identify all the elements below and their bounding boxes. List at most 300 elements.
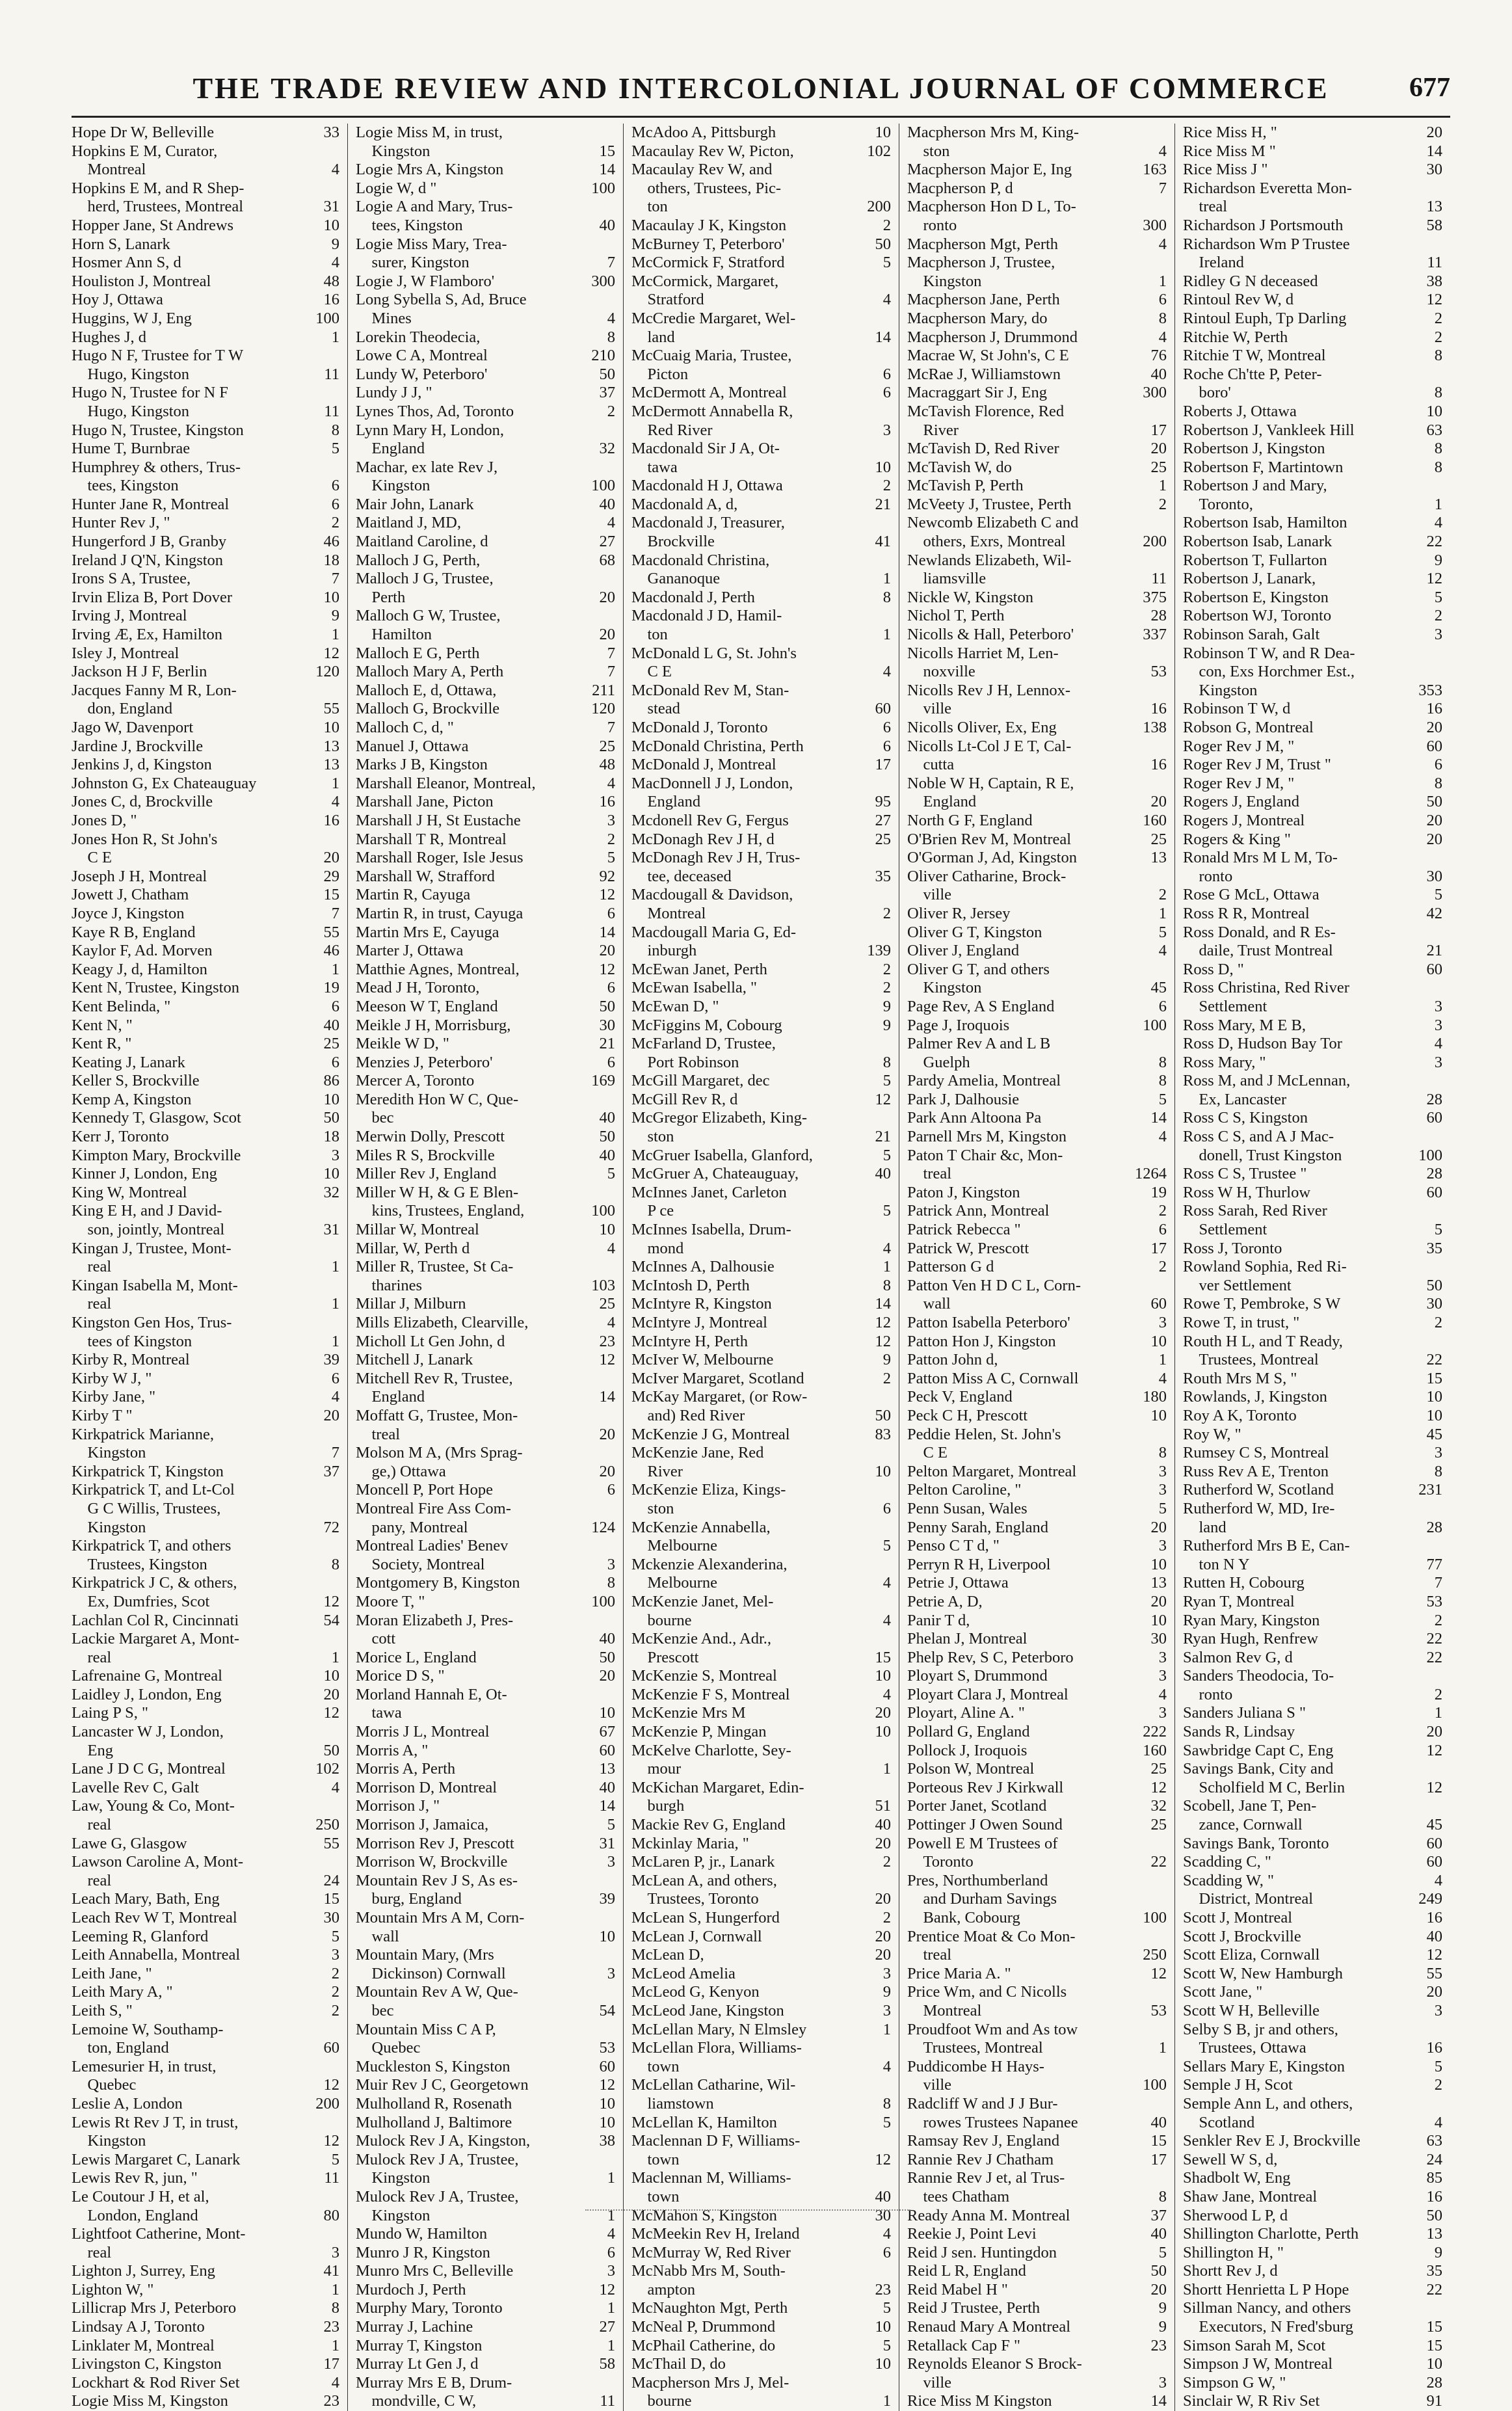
list-item [1183,886,1442,905]
holder-name: Mines [356,309,412,327]
list-item [356,2151,615,2170]
list-item [907,1779,1167,1798]
list-item [72,1760,339,1779]
holder-name: bec [356,1109,394,1127]
holder-name: Montreal Ladies' Benev [356,1537,509,1555]
share-amount: 3 [882,2001,891,2019]
holder-name: Kingston [356,2206,431,2224]
list-item [907,2337,1167,2356]
holder-name: Pollard G, England [907,1723,1030,1741]
list-item [356,1519,615,1538]
list-item [72,1946,339,1965]
share-amount: 1 [882,570,891,588]
share-amount: 22 [1426,1351,1442,1369]
list-item [631,700,891,719]
list-item [631,1444,891,1463]
list-item [907,2318,1167,2337]
share-amount: 11 [600,2392,615,2410]
share-amount: 2 [1158,1202,1167,1220]
list-item [72,1574,339,1593]
share-amount: 160 [1143,1741,1167,1759]
holder-name: Oliver Catharine, Brock- [907,867,1067,885]
share-amount: 1 [607,2299,615,2317]
list-item [1183,496,1442,514]
share-amount: 20 [875,1834,891,1852]
share-amount: 25 [599,737,615,755]
share-amount: 50 [1426,2206,1442,2224]
holder-name: McLellan Mary, N Elmsley [631,2020,807,2038]
share-amount: 10 [323,1090,339,1108]
list-item [907,1481,1167,1500]
list-item [631,1649,891,1668]
holder-name: Kingan Isabella M, Mont- [72,1276,238,1294]
holder-name: Macaulay J K, Kingston [631,216,787,234]
list-item [1183,1649,1442,1668]
list-item [72,775,339,793]
list-item [1183,1128,1442,1147]
list-item [907,1519,1167,1538]
list-item [1183,2132,1442,2151]
holder-name: Penny Sarah, England [907,1518,1049,1536]
holder-name: McGill Rev R, d [631,1090,738,1108]
list-item [1183,1983,1442,2002]
list-item [907,142,1167,161]
share-amount: 9 [1158,2299,1167,2317]
list-item [1183,1835,1442,1854]
list-item [356,533,615,552]
share-amount: 100 [1143,1909,1167,1926]
holder-name: mond [631,1239,684,1257]
holder-name: Mountain Miss C A P, [356,2020,496,2038]
share-amount: 20 [1426,830,1442,848]
share-amount: 3 [331,1946,339,1964]
holder-name: Montreal [631,904,706,922]
share-amount: 2 [1158,886,1167,904]
holder-name: Robertson J, Kingston [1183,440,1325,458]
list-item [356,626,615,645]
list-item [72,1872,339,1891]
list-item [72,1779,339,1798]
list-item [907,2132,1167,2151]
share-amount: 30 [1150,1630,1167,1648]
holder-name: McGruer Isabella, Glanford, [631,1146,813,1164]
share-amount: 210 [591,347,615,365]
share-amount: 21 [875,495,891,513]
holder-name: Murray T, Kingston [356,2336,483,2354]
share-amount: 20 [1426,1723,1442,1741]
list-item [907,924,1167,942]
list-item [72,1928,339,1947]
holder-name: McLellan K, Hamilton [631,2113,777,2131]
share-amount: 2 [1158,1258,1167,1276]
list-item [72,663,339,682]
holder-name: Kingston [356,2169,431,2187]
list-item [1183,180,1442,198]
holder-name: inburgh [631,942,697,960]
holder-name: G C Willis, Trustees, [72,1499,221,1517]
share-amount: 22 [1150,1853,1167,1871]
list-item [1183,235,1442,254]
share-amount: 60 [875,700,891,718]
holder-name: Retallack Cap F " [907,2336,1020,2354]
share-amount: 53 [599,2039,615,2057]
list-item [1183,459,1442,477]
list-item [907,1816,1167,1835]
list-item [631,1221,891,1240]
holder-name: Richardson Wm P Trustee [1183,235,1350,253]
list-item [631,180,891,198]
holder-name: McKenzie S, Montreal [631,1667,777,1685]
share-amount: 20 [875,1704,891,1722]
list-item [1183,1370,1442,1389]
holder-name: Phelan J, Montreal [907,1630,1028,1648]
list-item [72,1202,339,1221]
holder-name: McLeod Jane, Kingston [631,2001,784,2019]
share-amount: 4 [882,1611,891,1629]
list-item [72,1481,339,1500]
share-amount: 60 [599,1741,615,1759]
holder-name: Houliston J, Montreal [72,272,211,290]
list-item [72,2039,339,2058]
holder-name: wall [907,1295,951,1313]
list-item [1183,1500,1442,1519]
holder-name: Marshall W, Strafford [356,867,495,885]
holder-name: Kaylor F, Ad. Morven [72,942,213,960]
holder-name: Proudfoot Wm and As tow [907,2020,1078,2038]
share-amount: 10 [875,2355,891,2373]
list-item [356,589,615,607]
list-item [72,793,339,812]
list-item [631,1835,891,1854]
holder-name: Robertson J, Lanark, [1183,570,1316,588]
holder-name: McTavish D, Red River [907,440,1059,458]
holder-name: Munro J R, Kingston [356,2243,490,2261]
holder-name: Kingston [356,477,431,495]
list-item [72,1835,339,1854]
list-item [356,663,615,682]
holder-name: Pelton Caroline, " [907,1481,1022,1499]
share-amount: 6 [331,495,339,513]
list-item [356,142,615,161]
list-item [1183,998,1442,1017]
list-item [356,1091,615,1110]
share-amount: 4 [607,774,615,792]
holder-name: Patton John d, [907,1351,998,1369]
list-item [1183,2114,1442,2133]
holder-name: Lynn Mary H, London, [356,421,504,439]
list-item [1183,1928,1442,1947]
share-amount: 3 [1158,1481,1167,1499]
share-amount: 30 [599,1016,615,1034]
holder-name: Guelph [907,1053,970,1071]
holder-name: Huggins, W J, Eng [72,309,192,327]
share-amount: 15 [323,886,339,904]
list-item [356,2188,615,2207]
holder-name: McFarland D, Trustee, [631,1035,776,1053]
list-item [1183,1147,1442,1166]
list-item [631,1704,891,1723]
share-amount: 4 [607,514,615,532]
share-amount: 4 [882,663,891,681]
share-amount: 30 [1426,867,1442,885]
share-amount: 2 [1434,1611,1442,1629]
holder-name: Roy A K, Toronto [1183,1406,1297,1424]
list-item [1183,366,1442,384]
share-amount: 22 [1426,533,1442,551]
holder-name: McIver W, Melbourne [631,1351,774,1369]
holder-name: Lewis Rev R, jun, " [72,2169,198,2187]
holder-name: Scott W H, Belleville [1183,2001,1320,2019]
list-item [1183,2355,1442,2374]
list-item [356,2132,615,2151]
share-amount: 20 [1426,1983,1442,2001]
list-item [356,1593,615,1612]
list-item [907,366,1167,384]
holder-name: ston [907,142,950,160]
holder-name: Roberts J, Ottawa [1183,402,1297,420]
list-item [72,1054,339,1072]
share-amount: 60 [1426,960,1442,978]
share-amount: 6 [331,477,339,495]
list-item [907,1258,1167,1277]
holder-name: District, Montreal [1183,1890,1314,1908]
list-item [631,1630,891,1649]
list-item [356,1686,615,1705]
list-item [1183,1184,1442,1203]
list-item [631,1295,891,1314]
share-amount: 13 [1150,1574,1167,1592]
share-amount: 15 [1426,2336,1442,2354]
list-item [631,2002,891,2021]
share-amount: 8 [607,328,615,346]
holder-name: Oliver J, England [907,942,1020,960]
list-item [1183,2281,1442,2300]
list-item [1183,1816,1442,1835]
share-amount: 12 [875,1332,891,1350]
share-amount: 2 [882,904,891,922]
share-amount: 7 [607,254,615,272]
holder-name: kins, Trustees, England, [356,1202,525,1220]
share-amount: 6 [1434,756,1442,774]
share-amount: 60 [599,2057,615,2075]
share-amount: 8 [1434,458,1442,476]
list-item [631,868,891,886]
share-amount: 4 [1158,328,1167,346]
share-amount: 28 [1426,1090,1442,1108]
holder-name: Lighton J, Surrey, Eng [72,2262,215,2280]
holder-name: Jardine J, Brockville [72,737,204,755]
share-amount: 25 [1150,830,1167,848]
share-amount: 4 [1434,1035,1442,1053]
list-item [356,793,615,812]
share-amount: 12 [599,960,615,978]
holder-name: England [356,1388,425,1406]
list-item [631,1351,891,1370]
list-item [356,1704,615,1723]
holder-name: Red River [631,421,713,439]
share-amount: 1 [331,1295,339,1313]
list-item [631,831,891,849]
share-amount: 22 [1426,1648,1442,1666]
share-amount: 40 [1150,2113,1167,2131]
holder-name: Pelton Margaret, Montreal [907,1462,1077,1480]
share-amount: 6 [882,737,891,755]
share-amount: 9 [882,1016,891,1034]
holder-name: Robertson T, Fullarton [1183,551,1327,569]
holder-name: Rutherford W, Scotland [1183,1481,1334,1499]
list-item [356,291,615,310]
list-item [631,1165,891,1184]
holder-name: Port Robinson [631,1053,739,1071]
list-item [72,198,339,217]
share-amount: 6 [607,2243,615,2261]
list-item [907,1444,1167,1463]
list-item [356,1630,615,1649]
list-item [631,1481,891,1500]
list-item [356,1221,615,1240]
list-item [72,738,339,756]
share-amount: 31 [323,198,339,216]
list-item [356,1426,615,1445]
holder-name: McFiggins M, Cobourg [631,1016,782,1034]
share-amount: 27 [599,2318,615,2336]
holder-name: town [631,2187,680,2205]
holder-name: Hugo N, Trustee for N F [72,384,228,402]
holder-name: Matthie Agnes, Montreal, [356,960,520,978]
list-item [72,1890,339,1909]
holder-name: Shadbolt W, Eng [1183,2169,1291,2187]
share-amount: 2 [882,1909,891,1926]
holder-name: Macpherson Mgt, Perth [907,235,1059,253]
list-item [1183,979,1442,998]
holder-name: Machar, ex late Rev J, [356,458,498,476]
share-amount: 8 [1158,2187,1167,2205]
list-item [356,1444,615,1463]
share-amount: 24 [323,1871,339,1889]
share-amount: 40 [599,1630,615,1648]
list-item [631,738,891,756]
holder-name: ville [907,2076,952,2094]
list-item [631,477,891,496]
holder-name: Logie Mrs A, Kingston [356,161,504,179]
holder-name: bourne [631,1611,692,1629]
list-item [631,2281,891,2300]
share-amount: 77 [1426,1555,1442,1573]
list-item [1183,1444,1442,1463]
list-item [356,1797,615,1816]
holder-name: Rowlands, J, Kingston [1183,1388,1327,1406]
share-amount: 12 [875,2150,891,2168]
list-item [356,2076,615,2095]
list-item [356,645,615,663]
share-amount: 20 [1150,440,1167,458]
holder-name: Laing P S, " [72,1704,148,1722]
holder-name: Mountain Mrs A M, Corn- [356,1909,525,1926]
holder-name: Roger Rev J M, " [1183,774,1295,792]
list-item [631,1686,891,1705]
holder-name: Macpherson Major E, Ing [907,161,1072,179]
share-amount: 50 [323,1109,339,1127]
list-item [631,979,891,998]
holder-name: liamsville [907,570,987,588]
holder-name: Ross C S, Kingston [1183,1109,1308,1127]
list-item [907,1704,1167,1723]
holder-name: Oliver G T, Kingston [907,923,1042,941]
share-amount: 2 [882,216,891,234]
list-item [356,1742,615,1761]
holder-name: Macpherson J, Trustee, [907,254,1055,272]
list-item [631,291,891,310]
holder-name: McLeod G, Kenyon [631,1983,760,2001]
holder-name: Trustees, Montreal [907,2039,1043,2057]
holder-name: Martin R, in trust, Cayuga [356,904,524,922]
holder-name: Shortt Rev J, d [1183,2262,1278,2280]
holder-name: Kimpton Mary, Brockville [72,1146,241,1164]
share-amount: 21 [1426,942,1442,960]
list-item [907,496,1167,514]
list-item [356,1314,615,1333]
share-amount: 40 [875,1165,891,1183]
holder-name: Miller Rev J, England [356,1165,497,1183]
holder-name: Melbourne [631,1574,717,1592]
list-item [356,384,615,403]
list-item [72,1426,339,1445]
list-item [631,2355,891,2374]
share-amount: 20 [1150,1518,1167,1536]
share-amount: 20 [1150,1592,1167,1610]
share-amount: 6 [882,384,891,402]
holder-name: McGill Margaret, dec [631,1072,770,1090]
list-item [356,366,615,384]
share-amount: 4 [331,254,339,272]
holder-name: Patton Ven H D C L, Corn- [907,1276,1081,1294]
list-item [1183,1035,1442,1054]
holder-name: Morland Hannah E, Ot- [356,1685,507,1703]
list-item [631,2318,891,2337]
list-item [631,663,891,682]
share-amount: 30 [1426,161,1442,179]
list-item [72,1258,339,1277]
list-item [1183,1314,1442,1333]
holder-name: Marks J B, Kingston [356,756,488,774]
share-amount: 32 [323,1183,339,1201]
holder-name: McLeod Amelia [631,1964,736,1982]
holder-name: Sewell W S, d, [1183,2150,1278,2168]
list-item [1183,161,1442,180]
holder-name: Penso C T d, " [907,1537,1000,1555]
share-amount: 20 [599,1462,615,1480]
holder-name: ton N Y [1183,1555,1250,1573]
list-item [356,1983,615,2002]
list-item [631,328,891,347]
share-amount: 2 [1434,1314,1442,1331]
holder-name: Rice Miss H, " [1183,124,1277,141]
share-amount: 25 [1150,1760,1167,1778]
holder-name: Kirkpatrick T, Kingston [72,1462,224,1480]
share-amount: 3 [1434,626,1442,644]
holder-name: Martin R, Cayuga [356,886,471,904]
share-amount: 60 [1426,1853,1442,1871]
holder-name: Rogers J, Montreal [1183,811,1305,829]
holder-name: Semple Ann L, and others, [1183,2094,1353,2112]
holder-name: real [72,1648,112,1666]
list-item [72,1221,339,1240]
holder-name: Mulock Rev J A, Kingston, [356,2132,531,2150]
list-item [356,552,615,570]
share-amount: 16 [599,793,615,811]
holder-name: Macdonald A, d, [631,495,738,513]
list-item [1183,403,1442,421]
